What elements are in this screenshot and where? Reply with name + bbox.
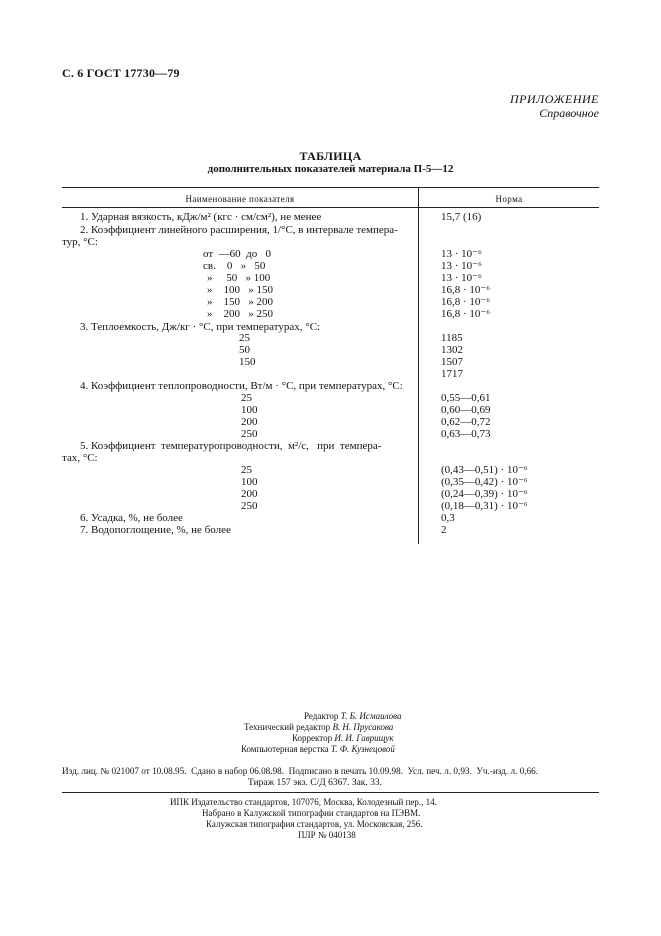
- table-row-label: » 200 » 250: [207, 308, 273, 320]
- table-row-label: 200: [241, 488, 258, 500]
- table-row-label: » 150 » 200: [207, 296, 273, 308]
- table-subtitle: дополнительных показателей материала П-5—12: [207, 163, 454, 175]
- appendix-subtitle: Справочное: [539, 106, 599, 120]
- table-row-value: 16,8 · 10⁻⁶: [441, 308, 491, 320]
- table-row-label: 5. Коэффициент температуропроводности, м²/с, при темпера-: [80, 440, 382, 452]
- table-row-value: 1507: [441, 356, 463, 368]
- table-title-block: [0, 150, 661, 176]
- publisher-line: Калужская типография стандартов, ул. Московская, 256.: [206, 819, 423, 829]
- table-row-label: 1. Ударная вязкость, кДж/м² (кгс · см/см²), не менее: [80, 211, 322, 223]
- credit-tech-editor: Технический редактор В. Н. Прусакова: [244, 722, 394, 732]
- column-header-name: Наименование показателя: [185, 194, 295, 204]
- table-row-value: 0,55—0,61: [441, 392, 491, 404]
- table-row-value: 0,63—0,73: [441, 428, 491, 440]
- table-row-label: 250: [241, 428, 258, 440]
- table-row-value: 0,60—0,69: [441, 404, 491, 416]
- table-row-value: 13 · 10⁻⁶: [441, 248, 482, 260]
- table-row-label: 25: [241, 392, 252, 404]
- table-row-label: 50: [239, 344, 250, 356]
- table-row-label: св. 0 » 50: [203, 260, 266, 272]
- appendix-label: [510, 92, 599, 120]
- table-column-divider: [418, 187, 419, 544]
- table-row-label: тур, °С:: [62, 236, 98, 248]
- table-row-value: 1185: [441, 332, 463, 344]
- table-row-label: 150: [239, 356, 256, 368]
- table-title: ТАБЛИЦА: [299, 149, 362, 163]
- publisher-line: ПЛР № 040138: [298, 830, 356, 840]
- table-row-value: 13 · 10⁻⁶: [441, 260, 482, 272]
- table-row-label: 25: [239, 332, 250, 344]
- table-row-label: 6. Усадка, %, не более: [80, 512, 183, 524]
- column-header-norm: Норма: [495, 194, 523, 204]
- table-header-rule: [62, 207, 599, 208]
- table-row-label: 100: [241, 404, 258, 416]
- table-row-value: 1717: [441, 368, 463, 380]
- table-top-rule: [62, 187, 599, 188]
- table-row-value: (0,35—0,42) · 10⁻⁶: [441, 476, 528, 488]
- publisher-line: ИПК Издательство стандартов, 107076, Москва, Колодезный пер., 14.: [170, 797, 437, 807]
- table-row-label: 100: [241, 476, 258, 488]
- credit-corrector: Корректор И. И. Гаврищук: [292, 733, 394, 743]
- imprint-line: Тираж 157 экз. С/Д 6367. Зак. 33.: [248, 778, 383, 788]
- publisher-line: Набрано в Калужской типографии стандартов на ПЭВМ.: [202, 808, 421, 818]
- table-row-value: 0,62—0,72: [441, 416, 491, 428]
- table-row-label: » 50 » 100: [207, 272, 271, 284]
- credit-layout: Компьютерная верстка Т. Ф. Кузнецовой: [241, 744, 395, 754]
- table-row-value: (0,24—0,39) · 10⁻⁶: [441, 488, 528, 500]
- table-row-label: 2. Коэффициент линейного расширения, 1/°С, в интервале темпера-: [80, 224, 398, 236]
- table-row-label: 25: [241, 464, 252, 476]
- credit-editor: Редактор Т. Б. Исмаилова: [304, 711, 402, 721]
- table-row-label: от —60 до 0: [203, 248, 272, 260]
- table-row-value: (0,18—0,31) · 10⁻⁶: [441, 500, 528, 512]
- footer-rule: [62, 792, 599, 793]
- table-row-value: 16,8 · 10⁻⁶: [441, 284, 491, 296]
- table-row-value: (0,43—0,51) · 10⁻⁶: [441, 464, 528, 476]
- table-row-label: » 100 » 150: [207, 284, 273, 296]
- table-row-value: 2: [441, 524, 447, 536]
- table-row-label: 4. Коэффициент теплопроводности, Вт/м · °С, при температурах, °С:: [80, 380, 403, 392]
- table-row-label: 250: [241, 500, 258, 512]
- appendix-title: ПРИЛОЖЕНИЕ: [510, 92, 599, 106]
- table-row-value: 13 · 10⁻⁶: [441, 272, 482, 284]
- table-row-value: 15,7 (16): [441, 211, 482, 223]
- table-row-value: 1302: [441, 344, 463, 356]
- table-row-label: 7. Водопоглощение, %, не более: [80, 524, 231, 536]
- imprint-line: Изд. лиц. № 021007 от 10.08.95. Сдано в набор 06.08.98. Подписано в печать 10.09.98. Усл. печ. л. 0,93. Уч.-изд. л. 0,66.: [62, 766, 539, 776]
- table-row-label: 3. Теплоемкость, Дж/кг · °С, при температурах, °С:: [80, 321, 321, 333]
- table-row-label: 200: [241, 416, 258, 428]
- page-header: С. 6 ГОСТ 17730—79: [62, 66, 180, 80]
- table-row-value: 0,3: [441, 512, 455, 524]
- table-row-label: тах, °С:: [62, 452, 98, 464]
- table-row-value: 16,8 · 10⁻⁶: [441, 296, 491, 308]
